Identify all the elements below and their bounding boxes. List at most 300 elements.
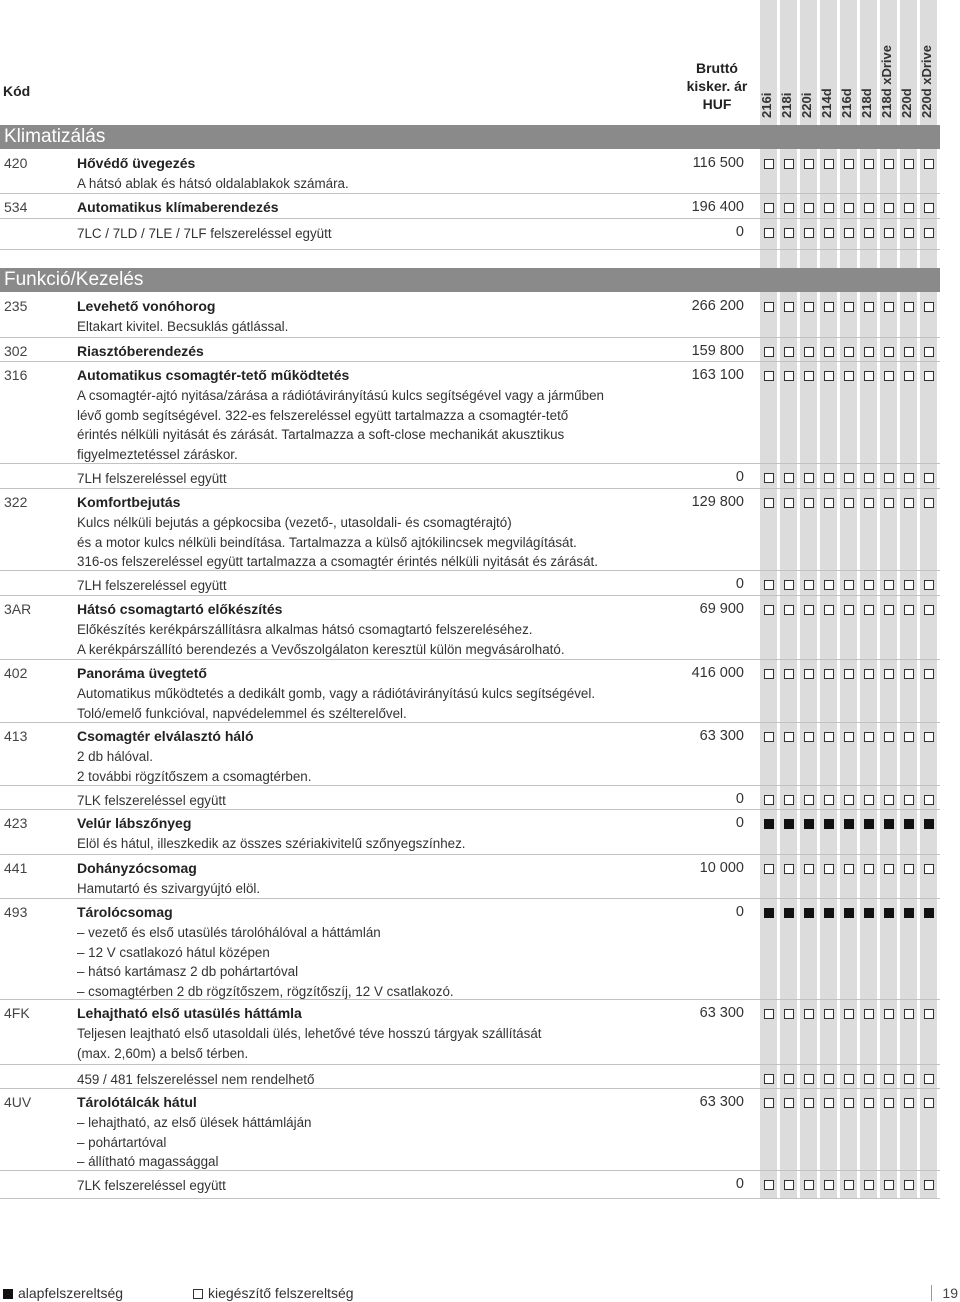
optional-equipment-icon <box>924 371 934 381</box>
row-code: 420 <box>4 155 28 171</box>
optional-equipment-icon <box>844 1074 854 1084</box>
optional-equipment-icon <box>904 1180 914 1190</box>
row-title: Tárolótálcák hátul <box>77 1094 197 1110</box>
row-description: 7LK felszereléssel együtt <box>77 793 226 808</box>
row-description: Előkészítés kerékpárszállításra alkalmas hátsó csomagtartó felszereléséhez. <box>77 622 533 637</box>
standard-equipment-icon <box>924 819 934 829</box>
optional-equipment-icon <box>904 498 914 508</box>
row-price: 0 <box>735 224 744 240</box>
row-description: 459 / 481 felszereléssel nem rendelhető <box>77 1072 315 1087</box>
optional-equipment-icon <box>764 605 774 615</box>
row-divider <box>0 659 940 660</box>
optional-equipment-icon <box>784 203 794 213</box>
optional-equipment-icon <box>904 1009 914 1019</box>
optional-equipment-icon <box>924 473 934 483</box>
variant-label: 218d <box>859 88 874 118</box>
optional-equipment-icon <box>824 795 834 805</box>
price-header-line3: HUF <box>702 96 732 112</box>
optional-equipment-icon <box>864 1098 874 1108</box>
row-title: Hővédő üvegezés <box>77 155 196 171</box>
optional-equipment-icon <box>804 669 814 679</box>
optional-equipment-icon <box>884 473 894 483</box>
optional-equipment-icon <box>804 1098 814 1108</box>
row-price: 63 300 <box>699 1094 744 1110</box>
row-title: Csomagtér elválasztó háló <box>77 728 254 744</box>
optional-equipment-icon <box>884 1180 894 1190</box>
optional-equipment-icon <box>924 159 934 169</box>
optional-equipment-icon <box>904 732 914 742</box>
row-divider <box>0 249 940 250</box>
optional-equipment-icon <box>924 203 934 213</box>
optional-equipment-icon <box>904 371 914 381</box>
optional-equipment-icon <box>864 669 874 679</box>
row-description: A kerékpárszállító berendezés a Vevőszolgálaton keresztül külön megvásárolható. <box>77 641 565 657</box>
row-divider <box>0 809 940 810</box>
row-price: 0 <box>735 815 744 831</box>
optional-equipment-icon <box>764 1180 774 1190</box>
standard-equipment-icon <box>924 908 934 918</box>
optional-equipment-icon <box>884 795 894 805</box>
optional-equipment-icon <box>844 498 854 508</box>
row-code: 413 <box>4 728 28 744</box>
row-divider <box>0 570 940 571</box>
row-divider <box>0 463 940 464</box>
row-code: 493 <box>4 904 28 920</box>
optional-equipment-icon <box>904 864 914 874</box>
optional-equipment-icon <box>784 1009 794 1019</box>
optional-equipment-icon <box>824 864 834 874</box>
optional-equipment-icon <box>864 732 874 742</box>
optional-equipment-icon <box>824 203 834 213</box>
row-description: Automatikus működtetés a dedikált gomb, vagy a rádiótávirányítású kulcs segítségével. <box>77 686 596 701</box>
optional-equipment-icon <box>864 1180 874 1190</box>
optional-equipment-icon <box>924 1009 934 1019</box>
optional-equipment-icon <box>764 732 774 742</box>
optional-equipment-icon <box>784 228 794 238</box>
row-description: – lehajtható, az első ülések háttámláján <box>77 1115 312 1130</box>
optional-equipment-icon <box>784 159 794 169</box>
optional-equipment-icon <box>884 1098 894 1108</box>
optional-equipment-icon <box>764 795 774 805</box>
optional-equipment-icon <box>824 347 834 357</box>
row-code: 302 <box>4 343 28 359</box>
optional-equipment-icon <box>924 1098 934 1108</box>
optional-equipment-icon <box>824 159 834 169</box>
optional-equipment-icon <box>864 795 874 805</box>
optional-equipment-icon <box>784 1098 794 1108</box>
variant-label: 220i <box>799 92 814 118</box>
row-title: Automatikus csomagtér-tető működtetés <box>77 367 350 383</box>
row-title: Levehető vonóhorog <box>77 298 216 314</box>
optional-equipment-icon <box>824 669 834 679</box>
row-code: 235 <box>4 298 28 314</box>
row-title: Komfortbejutás <box>77 494 181 510</box>
row-description: – pohártartóval <box>77 1134 167 1150</box>
optional-equipment-icon <box>784 580 794 590</box>
optional-equipment-icon <box>804 347 814 357</box>
optional-equipment-icon <box>784 473 794 483</box>
row-description: lévő gomb segítségével. 322-es felszereléssel együtt tartalmazza a csomagtér-tető <box>77 407 569 423</box>
legend-optional <box>193 1285 354 1301</box>
optional-equipment-icon <box>764 347 774 357</box>
optional-equipment-icon <box>764 473 774 483</box>
row-description: A hátsó ablak és hátsó oldalablakok számára. <box>77 176 349 191</box>
optional-equipment-icon <box>764 1074 774 1084</box>
row-price: 63 300 <box>699 1005 744 1021</box>
optional-equipment-icon <box>784 1074 794 1084</box>
row-code: 534 <box>4 199 28 215</box>
variant-label: 218i <box>779 92 794 118</box>
optional-equipment-icon <box>804 371 814 381</box>
optional-equipment-icon <box>884 1074 894 1084</box>
optional-equipment-icon <box>824 498 834 508</box>
optional-equipment-icon <box>804 732 814 742</box>
row-divider <box>0 785 940 786</box>
row-code: 423 <box>4 815 28 831</box>
optional-equipment-icon <box>804 228 814 238</box>
row-price: 0 <box>735 791 744 807</box>
row-title: Automatikus klímaberendezés <box>77 199 279 215</box>
optional-equipment-icon <box>804 1009 814 1019</box>
row-code: 316 <box>4 367 28 383</box>
optional-equipment-icon <box>764 498 774 508</box>
row-price: 69 900 <box>699 601 744 617</box>
optional-equipment-icon <box>904 302 914 312</box>
optional-equipment-icon <box>884 203 894 213</box>
optional-equipment-icon <box>924 795 934 805</box>
optional-equipment-icon <box>764 203 774 213</box>
row-price: 0 <box>735 1176 744 1192</box>
optional-equipment-icon <box>824 473 834 483</box>
variant-label: 220d <box>899 88 914 118</box>
optional-equipment-icon <box>824 1180 834 1190</box>
row-description: – 12 V csatlakozó hátul középen <box>77 944 270 960</box>
optional-equipment-icon <box>804 302 814 312</box>
optional-equipment-icon <box>844 1009 854 1019</box>
optional-equipment-icon <box>784 605 794 615</box>
row-title: Lehajtható első utasülés háttámla <box>77 1005 302 1021</box>
optional-equipment-icon <box>764 669 774 679</box>
optional-equipment-icon <box>804 159 814 169</box>
optional-equipment-icon <box>844 302 854 312</box>
row-title: Tárolócsomag <box>77 904 173 920</box>
row-description: 7LH felszereléssel együtt <box>77 471 227 486</box>
optional-equipment-icon <box>764 228 774 238</box>
optional-equipment-icon <box>844 669 854 679</box>
optional-equipment-icon <box>784 371 794 381</box>
variant-label: 216d <box>839 88 854 118</box>
row-divider <box>0 193 940 194</box>
row-price: 129 800 <box>691 494 744 510</box>
row-title: Panoráma üvegtető <box>77 665 207 681</box>
optional-equipment-icon <box>804 498 814 508</box>
optional-equipment-icon <box>904 605 914 615</box>
optional-equipment-icon <box>824 1074 834 1084</box>
row-description: érintés nélküli nyitását és zárását. Tartalmazza a soft-close mechanikát akusztikus <box>77 427 565 442</box>
variant-label: 220d xDrive <box>919 45 934 118</box>
optional-equipment-icon <box>844 1180 854 1190</box>
standard-equipment-icon <box>884 819 894 829</box>
optional-equipment-icon <box>884 498 894 508</box>
row-price: 116 500 <box>692 155 744 171</box>
price-header-line1: Bruttó <box>696 60 738 76</box>
row-divider <box>0 1088 940 1089</box>
row-code: 4UV <box>4 1094 32 1110</box>
legend-standard <box>3 1285 123 1301</box>
row-description: 7LC / 7LD / 7LE / 7LF felszereléssel együtt <box>77 226 332 241</box>
row-title: Velúr lábszőnyeg <box>77 815 192 831</box>
row-description: Toló/emelő funkcióval, napvédelemmel és szélterelővel. <box>77 705 407 721</box>
optional-equipment-icon <box>824 732 834 742</box>
standard-equipment-icon <box>844 908 854 918</box>
standard-equipment-icon <box>904 908 914 918</box>
optional-equipment-icon <box>844 580 854 590</box>
optional-equipment-icon <box>904 347 914 357</box>
optional-equipment-icon <box>924 864 934 874</box>
optional-equipment-icon <box>884 159 894 169</box>
variant-label: 218d xDrive <box>879 45 894 118</box>
standard-equipment-icon <box>824 819 834 829</box>
row-description: Teljesen leajtható első utasoldali ülés, lehetővé téve hosszú tárgyak szállítását <box>77 1026 542 1041</box>
row-description: Kulcs nélküli bejutás a gépkocsiba (vezető-, utasoldali- és csomagtérajtó) <box>77 515 512 530</box>
optional-equipment-icon <box>844 795 854 805</box>
optional-equipment-icon <box>784 1180 794 1190</box>
price-column-header <box>674 59 760 113</box>
section-function: Funkció/Kezelés <box>0 268 940 292</box>
standard-equipment-icon <box>904 819 914 829</box>
optional-equipment-icon <box>784 302 794 312</box>
optional-equipment-icon <box>904 580 914 590</box>
optional-equipment-icon <box>764 371 774 381</box>
optional-equipment-icon <box>864 302 874 312</box>
optional-equipment-icon <box>824 605 834 615</box>
optional-equipment-icon <box>784 732 794 742</box>
row-price: 416 000 <box>691 665 744 681</box>
optional-equipment-icon <box>804 203 814 213</box>
optional-equipment-icon <box>764 1009 774 1019</box>
row-divider <box>0 1198 940 1199</box>
optional-equipment-icon <box>784 498 794 508</box>
row-title: Hátsó csomagtartó előkészítés <box>77 601 283 617</box>
price-header-line2: kisker. ár <box>686 78 748 94</box>
row-divider <box>0 854 940 855</box>
row-price: 0 <box>735 469 744 485</box>
row-divider <box>0 1064 940 1065</box>
optional-equipment-icon <box>884 1009 894 1019</box>
optional-equipment-icon <box>784 795 794 805</box>
row-price: 10 000 <box>699 860 744 876</box>
optional-equipment-icon <box>824 302 834 312</box>
standard-equipment-icon <box>784 908 794 918</box>
row-price: 266 200 <box>691 298 744 314</box>
optional-equipment-icon <box>784 669 794 679</box>
optional-equipment-icon <box>864 864 874 874</box>
empty-square-icon <box>193 1289 203 1299</box>
standard-equipment-icon <box>824 908 834 918</box>
optional-equipment-icon <box>784 347 794 357</box>
optional-equipment-icon <box>844 605 854 615</box>
optional-equipment-icon <box>844 473 854 483</box>
optional-equipment-icon <box>764 1098 774 1108</box>
legend-standard-label: alapfelszereltség <box>18 1285 124 1301</box>
optional-equipment-icon <box>844 371 854 381</box>
row-description: – állítható magassággal <box>77 1154 219 1169</box>
row-divider <box>0 361 940 362</box>
row-description: 2 db hálóval. <box>77 749 153 764</box>
row-price: 163 100 <box>691 367 744 383</box>
optional-equipment-icon <box>824 228 834 238</box>
optional-equipment-icon <box>844 864 854 874</box>
standard-equipment-icon <box>784 819 794 829</box>
optional-equipment-icon <box>864 498 874 508</box>
optional-equipment-icon <box>804 864 814 874</box>
row-price: 0 <box>735 576 744 592</box>
optional-equipment-icon <box>864 473 874 483</box>
optional-equipment-icon <box>844 228 854 238</box>
optional-equipment-icon <box>824 580 834 590</box>
optional-equipment-icon <box>864 1074 874 1084</box>
row-divider <box>0 999 940 1000</box>
optional-equipment-icon <box>804 473 814 483</box>
optional-equipment-icon <box>844 732 854 742</box>
optional-equipment-icon <box>804 580 814 590</box>
optional-equipment-icon <box>844 159 854 169</box>
optional-equipment-icon <box>864 1009 874 1019</box>
section-climate: Klimatizálás <box>0 125 940 149</box>
row-code: 3AR <box>4 601 32 617</box>
optional-equipment-icon <box>884 371 894 381</box>
optional-equipment-icon <box>764 302 774 312</box>
optional-equipment-icon <box>804 605 814 615</box>
row-description: Hamutartó és szivargyújtó elöl. <box>77 881 261 896</box>
optional-equipment-icon <box>764 864 774 874</box>
optional-equipment-icon <box>864 159 874 169</box>
optional-equipment-icon <box>804 795 814 805</box>
row-divider <box>0 898 940 899</box>
code-column-header: Kód <box>3 83 31 99</box>
optional-equipment-icon <box>924 580 934 590</box>
optional-equipment-icon <box>764 159 774 169</box>
row-description: (max. 2,60m) a belső térben. <box>77 1045 249 1061</box>
optional-equipment-icon <box>884 605 894 615</box>
optional-equipment-icon <box>924 732 934 742</box>
row-code: 322 <box>4 494 28 510</box>
row-divider <box>0 218 940 219</box>
row-description: 7LK felszereléssel együtt <box>77 1178 226 1193</box>
optional-equipment-icon <box>924 669 934 679</box>
optional-equipment-icon <box>924 605 934 615</box>
row-code: 441 <box>4 860 28 876</box>
optional-equipment-icon <box>884 669 894 679</box>
optional-equipment-icon <box>824 1098 834 1108</box>
row-description: 316-os felszereléssel együtt tartalmazza a csomagtér érintés nélküli nyitását és zárását. <box>77 554 598 569</box>
optional-equipment-icon <box>904 795 914 805</box>
row-description: 2 további rögzítőszem a csomagtérben. <box>77 768 312 784</box>
optional-equipment-icon <box>904 159 914 169</box>
optional-equipment-icon <box>824 1009 834 1019</box>
optional-equipment-icon <box>924 498 934 508</box>
optional-equipment-icon <box>784 864 794 874</box>
optional-equipment-icon <box>924 302 934 312</box>
row-title: Dohányzócsomag <box>77 860 197 876</box>
row-description: figyelmeztetéssel záráskor. <box>77 446 238 462</box>
standard-equipment-icon <box>764 908 774 918</box>
row-description: – hátsó kartámasz 2 db pohártartóval <box>77 964 299 979</box>
optional-equipment-icon <box>844 203 854 213</box>
optional-equipment-icon <box>864 605 874 615</box>
legend-optional-label: kiegészítő felszereltség <box>208 1285 354 1301</box>
row-code: 4FK <box>4 1005 30 1021</box>
row-divider <box>0 595 940 596</box>
optional-equipment-icon <box>844 1098 854 1108</box>
page-number: 19 <box>931 1285 958 1301</box>
standard-equipment-icon <box>864 819 874 829</box>
optional-equipment-icon <box>824 371 834 381</box>
optional-equipment-icon <box>924 1180 934 1190</box>
optional-equipment-icon <box>884 302 894 312</box>
row-description: A csomagtér-ajtó nyitása/zárása a rádiótávirányítású kulcs segítségével vagy a járműben <box>77 388 604 403</box>
row-description: Eltakart kivitel. Becsuklás gátlással. <box>77 319 289 334</box>
standard-equipment-icon <box>764 819 774 829</box>
variant-label: 216i <box>759 92 774 118</box>
optional-equipment-icon <box>764 580 774 590</box>
optional-equipment-icon <box>904 669 914 679</box>
row-title: Riasztóberendezés <box>77 343 204 359</box>
row-price: 0 <box>735 904 744 920</box>
optional-equipment-icon <box>804 1180 814 1190</box>
optional-equipment-icon <box>864 228 874 238</box>
row-divider <box>0 337 940 338</box>
standard-equipment-icon <box>884 908 894 918</box>
standard-equipment-icon <box>844 819 854 829</box>
optional-equipment-icon <box>924 1074 934 1084</box>
row-price: 63 300 <box>699 728 744 744</box>
optional-equipment-icon <box>864 580 874 590</box>
row-divider <box>0 1170 940 1171</box>
optional-equipment-icon <box>904 1098 914 1108</box>
optional-equipment-icon <box>844 347 854 357</box>
filled-square-icon <box>3 1289 13 1299</box>
optional-equipment-icon <box>884 580 894 590</box>
optional-equipment-icon <box>884 864 894 874</box>
standard-equipment-icon <box>804 908 814 918</box>
optional-equipment-icon <box>864 347 874 357</box>
optional-equipment-icon <box>884 732 894 742</box>
standard-equipment-icon <box>804 819 814 829</box>
row-price: 196 400 <box>691 199 744 215</box>
optional-equipment-icon <box>884 228 894 238</box>
optional-equipment-icon <box>904 1074 914 1084</box>
row-divider <box>0 488 940 489</box>
row-divider <box>0 722 940 723</box>
optional-equipment-icon <box>904 473 914 483</box>
row-description: 7LH felszereléssel együtt <box>77 578 227 593</box>
standard-equipment-icon <box>864 908 874 918</box>
row-description: – csomagtérben 2 db rögzítőszem, rögzítőszíj, 12 V csatlakozó. <box>77 983 454 999</box>
optional-equipment-icon <box>924 228 934 238</box>
optional-equipment-icon <box>904 228 914 238</box>
row-description: és a motor kulcs nélküli beindítása. Tartalmazza a külső ajtókilincsek megvilágítását. <box>77 534 577 550</box>
optional-equipment-icon <box>904 203 914 213</box>
variant-label: 214d <box>819 88 834 118</box>
row-description: – vezető és első utasülés tárolóhálóval a háttámlán <box>77 925 381 940</box>
optional-equipment-icon <box>924 347 934 357</box>
row-price: 159 800 <box>691 343 744 359</box>
optional-equipment-icon <box>864 203 874 213</box>
optional-equipment-icon <box>884 347 894 357</box>
optional-equipment-icon <box>804 1074 814 1084</box>
optional-equipment-icon <box>864 371 874 381</box>
